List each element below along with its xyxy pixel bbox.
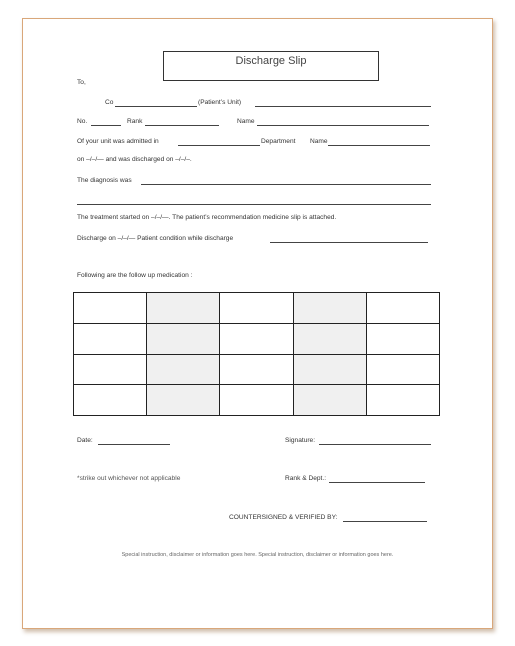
table-row <box>74 354 440 385</box>
admitted-label: Of your unit was admitted in <box>77 138 159 145</box>
patients-unit-field[interactable] <box>255 106 431 107</box>
discharge-label: Discharge on –/–/— Patient condition while discharge <box>77 235 234 242</box>
table-row <box>74 293 440 324</box>
no-label: No. <box>77 118 88 125</box>
signature-label: Signature: <box>285 437 316 444</box>
strike-note: *strike out whichever not applicable <box>77 475 181 482</box>
countersigned-label: COUNTERSIGNED & VERIFIED BY: <box>229 514 338 521</box>
table-cell[interactable] <box>366 323 439 354</box>
rank-dept-label: Rank & Dept.: <box>285 475 327 482</box>
rank-dept-field[interactable] <box>329 482 425 483</box>
table-cell[interactable] <box>293 323 366 354</box>
table-cell[interactable] <box>366 354 439 385</box>
diagnosis-field[interactable] <box>141 184 431 185</box>
table-cell[interactable] <box>220 385 293 416</box>
table-cell[interactable] <box>74 323 147 354</box>
date-field[interactable] <box>98 444 170 445</box>
table-cell[interactable] <box>147 293 220 324</box>
diagnosis-field-2[interactable] <box>77 204 431 205</box>
table-cell[interactable] <box>147 385 220 416</box>
table-cell[interactable] <box>147 354 220 385</box>
table-cell[interactable] <box>366 293 439 324</box>
treatment-text: The treatment started on –/–/—. The patient’s recommendation medicine slip is attached. <box>77 214 337 221</box>
table-cell[interactable] <box>366 385 439 416</box>
signature-field[interactable] <box>319 444 431 445</box>
date-label: Date: <box>77 437 93 444</box>
diagnosis-label: The diagnosis was <box>77 177 132 184</box>
medication-heading: Following are the follow up medication : <box>77 272 193 279</box>
patients-unit-label: (Patient’s Unit) <box>198 99 242 106</box>
admitted-field[interactable] <box>178 145 260 146</box>
medication-table <box>73 292 440 416</box>
to-label: To, <box>77 79 86 86</box>
table-cell[interactable] <box>220 354 293 385</box>
name-label: Name <box>237 118 255 125</box>
table-cell[interactable] <box>74 354 147 385</box>
table-cell[interactable] <box>293 385 366 416</box>
table-cell[interactable] <box>220 323 293 354</box>
co-field[interactable] <box>115 106 197 107</box>
table-row <box>74 323 440 354</box>
name-field[interactable] <box>257 125 429 126</box>
table-cell[interactable] <box>74 293 147 324</box>
department-label: Department <box>261 138 296 145</box>
no-field[interactable] <box>91 125 121 126</box>
department-name-field[interactable] <box>328 145 430 146</box>
table-row <box>74 385 440 416</box>
table-cell[interactable] <box>293 354 366 385</box>
rank-label: Rank <box>127 118 143 125</box>
footer-note: Special instruction, disclaimer or information goes here. Special instruction, disclaimer or information goes here. <box>121 552 394 558</box>
rank-field[interactable] <box>145 125 219 126</box>
countersigned-field[interactable] <box>343 521 427 522</box>
document-title: Discharge Slip <box>163 51 379 81</box>
on-date-text: on –/–/— and was discharged on –/–/–. <box>77 156 192 163</box>
table-cell[interactable] <box>74 385 147 416</box>
discharge-condition-field[interactable] <box>270 242 428 243</box>
table-cell[interactable] <box>220 293 293 324</box>
table-cell[interactable] <box>293 293 366 324</box>
co-label: Co <box>105 99 114 106</box>
name2-label: Name <box>310 138 328 145</box>
document-page <box>22 18 493 629</box>
table-cell[interactable] <box>147 323 220 354</box>
